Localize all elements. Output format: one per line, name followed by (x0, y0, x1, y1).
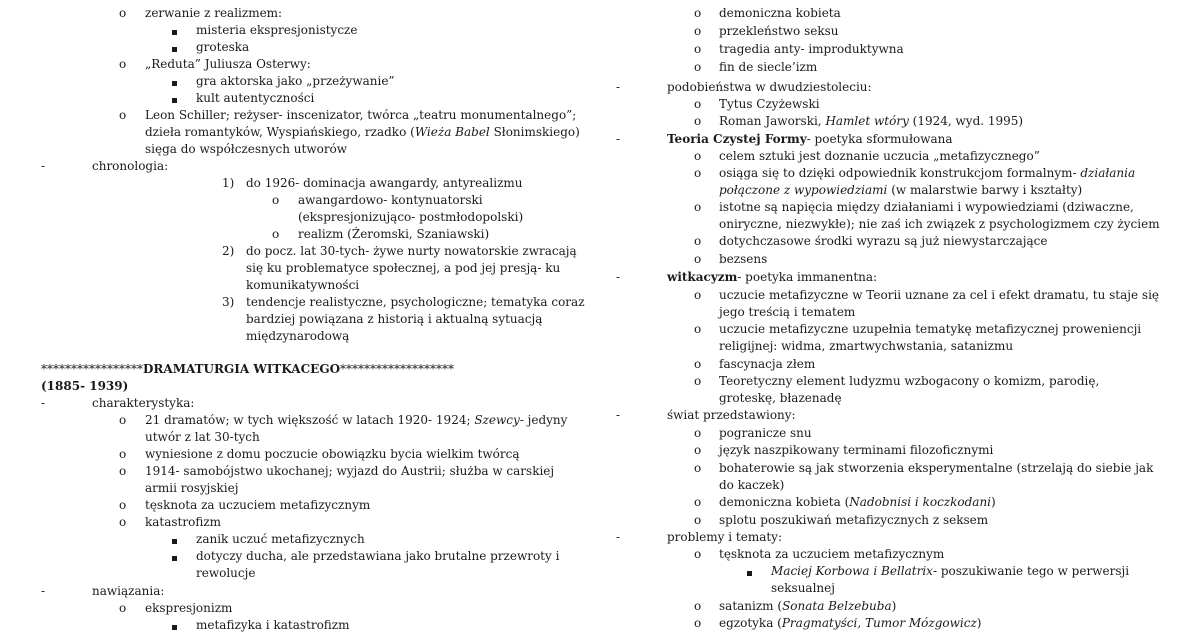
text-run: (1924, wyd. 1995) (908, 114, 1024, 128)
text-run: ) (991, 495, 996, 509)
square-bullet-icon (172, 40, 177, 57)
text-run: (w malarstwie barwy i kształty) (887, 183, 1083, 197)
text-run: Słonimskiego) (489, 125, 580, 139)
circle-bullet-icon: o (119, 515, 127, 529)
circle-bullet-icon: o (694, 426, 702, 440)
text-run: Roman Jaworski, (719, 114, 826, 128)
circle-bullet-icon: o (119, 447, 127, 461)
dash-bullet-icon: - (616, 80, 621, 94)
section-label: charakterystyka: (92, 396, 195, 410)
list-item: armii rosyjskiej (145, 481, 239, 495)
circle-bullet-icon: o (694, 374, 702, 388)
dash-bullet-icon: - (616, 132, 621, 146)
list-item: groteska (196, 40, 250, 54)
square-bullet-icon (747, 564, 752, 581)
heading-title: DRAMATURGIA WITKACEGO (143, 362, 341, 376)
right-column (600, 0, 1199, 640)
square-bullet-icon (172, 23, 177, 40)
list-item (719, 165, 1135, 182)
list-item (771, 563, 1129, 580)
text-run: osiąga się to dzięki odpowiednik konstrukcjom formalnym- (719, 166, 1081, 180)
circle-bullet-icon: o (694, 114, 702, 128)
list-item (145, 412, 567, 429)
dash-bullet-icon: - (616, 408, 621, 422)
list-item: się ku problematyce społecznej, a pod jej presją- ku (246, 261, 561, 275)
term-italic: połączone z wypowiedziami (719, 183, 888, 197)
list-number: 2) (222, 244, 235, 258)
section-heading (41, 361, 454, 378)
circle-bullet-icon: o (694, 60, 702, 74)
list-item: celem sztuki jest doznanie uczucia „metafizycznego” (719, 149, 1040, 163)
list-item: tragedia anty- improduktywna (719, 42, 904, 56)
heading-dates: (1885- 1939) (41, 379, 129, 393)
list-item: fin de siecle’izm (719, 60, 818, 74)
list-item: bohaterowie są jak stworzenia eksperymentalne (strzelają do siebie jak (719, 461, 1154, 475)
heading-stars: ******************* (340, 362, 455, 376)
list-item: bardziej powiązana z historią i aktualną sytuacją (246, 312, 543, 326)
list-item: realizm (Żeromski, Szaniawski) (298, 227, 490, 241)
list-item: fascynacja złem (719, 357, 816, 371)
list-item: misteria ekspresjonistycze (196, 23, 358, 37)
list-item: splotu poszukiwań metafizycznych z seksem (719, 513, 989, 527)
list-item: seksualnej (771, 581, 835, 595)
title-italic: Pragmatyści, Tumor Mózgowicz (781, 616, 977, 630)
list-item: utwór z lat 30-tych (145, 430, 260, 444)
list-item: „Reduta” Juliusza Osterwy: (145, 57, 311, 71)
list-item: istotne są napięcia między działaniami i wypowiedziami (dziwaczne, (719, 200, 1134, 214)
circle-bullet-icon: o (694, 513, 702, 527)
circle-bullet-icon: o (694, 461, 702, 475)
list-item: komunikatywności (246, 278, 360, 292)
list-item: tendencje realistyczne, psychologiczne; tematyka coraz (246, 295, 585, 309)
term-bold: Teoria Czystej Formy (667, 132, 807, 146)
circle-bullet-icon: o (119, 413, 127, 427)
text-run: 21 dramatów; w tych większość w latach 1920- 1924; (145, 413, 475, 427)
section-label: nawiązania: (92, 584, 165, 598)
list-item: pogranicze snu (719, 426, 812, 440)
list-item (145, 124, 580, 141)
circle-bullet-icon: o (694, 6, 702, 20)
list-item: rewolucje (196, 566, 256, 580)
list-item: sięga do współczesnych utworów (145, 142, 348, 156)
list-item: gra aktorska jako „przeżywanie” (196, 74, 395, 88)
section-label: świat przedstawiony: (667, 408, 796, 422)
text-run: ) (976, 616, 982, 630)
text-run: demoniczna kobieta ( (719, 495, 850, 509)
section-label: chronologia: (92, 159, 169, 173)
list-number: 3) (222, 295, 235, 309)
dash-bullet-icon: - (41, 159, 46, 173)
list-item: ekspresjonizm (145, 601, 233, 615)
list-item: uczucie metafizyczne uzupełnia tematykę metafizycznej proweniencji (719, 322, 1142, 336)
list-item: bezsens (719, 252, 768, 266)
square-bullet-icon (172, 91, 177, 108)
list-item: przekleństwo seksu (719, 24, 839, 38)
circle-bullet-icon: o (119, 464, 127, 478)
list-item (719, 598, 896, 615)
square-bullet-icon (172, 532, 177, 549)
circle-bullet-icon: o (119, 57, 127, 71)
circle-bullet-icon: o (694, 149, 702, 163)
circle-bullet-icon: o (694, 357, 702, 371)
circle-bullet-icon: o (694, 97, 702, 111)
list-item: zerwanie z realizmem: (145, 6, 283, 20)
list-item: religijnej: widma, zmartwychwstania, satanizmu (719, 339, 1014, 353)
circle-bullet-icon: o (272, 193, 280, 207)
circle-bullet-icon: o (694, 24, 702, 38)
dash-bullet-icon: - (41, 584, 46, 598)
list-item: Leon Schiller; reżyser- inscenizator, twórca „teatru monumentalnego”; (145, 108, 577, 122)
text-run: ) (891, 599, 897, 613)
list-item: język naszpikowany terminami filozoficznymi (719, 443, 994, 457)
section-label (667, 131, 953, 148)
circle-bullet-icon: o (694, 42, 702, 56)
list-item: Teoretyczny element ludyzmu wzbogacony o komizm, parodię, (719, 374, 1100, 388)
circle-bullet-icon: o (694, 234, 702, 248)
circle-bullet-icon: o (694, 495, 702, 509)
list-item (719, 494, 996, 511)
circle-bullet-icon: o (119, 6, 127, 20)
text-run: satanizm ( (719, 599, 783, 613)
section-label: podobieństwa w dwudziestoleciu: (667, 80, 872, 94)
list-item: groteskę, błazenadę (719, 391, 842, 405)
list-item: metafizyka i katastrofizm (196, 618, 350, 632)
circle-bullet-icon: o (694, 547, 702, 561)
title-italic: Maciej Korbowa i Bellatrix (771, 564, 933, 578)
section-label (667, 269, 877, 286)
list-item: Tytus Czyżewski (719, 97, 820, 111)
list-item: do 1926- dominacja awangardy, antyrealizmu (246, 176, 523, 190)
title-italic: Nadobnisi i koczkodani (849, 495, 992, 509)
list-item: demoniczna kobieta (719, 6, 841, 20)
circle-bullet-icon: o (694, 322, 702, 336)
circle-bullet-icon: o (694, 252, 702, 266)
text-run: - poetyka sformułowana (806, 132, 953, 146)
circle-bullet-icon: o (272, 227, 280, 241)
list-item: wyniesione z domu poczucie obowiązku bycia wielkim twórcą (145, 447, 520, 461)
heading-stars: ***************** (41, 362, 143, 376)
list-item: kult autentyczności (196, 91, 315, 105)
list-item: dotychczasowe środki wyrazu są już niewystarczające (719, 234, 1048, 248)
list-number: 1) (222, 176, 235, 190)
square-bullet-icon (172, 74, 177, 91)
circle-bullet-icon: o (119, 601, 127, 615)
list-item: (ekspresjonizująco- postmłodopolski) (298, 210, 524, 224)
text-run: - poszukiwanie tego w perwersji (932, 564, 1130, 578)
list-item: zanik uczuć metafizycznych (196, 532, 365, 546)
title-italic: Szewcy (474, 413, 520, 427)
circle-bullet-icon: o (119, 498, 127, 512)
circle-bullet-icon: o (694, 288, 702, 302)
list-item (719, 113, 1023, 130)
dash-bullet-icon: - (41, 396, 46, 410)
circle-bullet-icon: o (119, 108, 127, 122)
title-italic: Hamlet wtóry (825, 114, 909, 128)
list-item: uczucie metafizyczne w Teorii uznane za cel i efekt dramatu, tu staje się (719, 288, 1160, 302)
list-item: katastrofizm (145, 515, 222, 529)
dash-bullet-icon: - (616, 530, 621, 544)
list-item: jego treścią i tematem (719, 305, 856, 319)
list-item: do kaczek) (719, 478, 785, 492)
text-run: - jedyny (519, 413, 568, 427)
circle-bullet-icon: o (694, 599, 702, 613)
title-italic: Sonata Belzebuba (782, 599, 892, 613)
list-item (719, 182, 1082, 199)
section-label: problemy i tematy: (667, 530, 782, 544)
term-bold: witkacyzm (667, 270, 738, 284)
text-run: egzotyka ( (719, 616, 782, 630)
list-item: tęsknota za uczuciem metafizycznym (719, 547, 945, 561)
term-italic: działania (1080, 166, 1136, 180)
list-item: oniryczne, niezwykłe); nie zaś ich związek z psychologizmem czy życiem (719, 217, 1160, 231)
list-item: międzynarodową (246, 329, 350, 343)
text-run: dzieła romantyków, Wyspiańskiego, rzadko ( (145, 125, 415, 139)
dash-bullet-icon: - (616, 270, 621, 284)
list-item: tęsknota za uczuciem metafizycznym (145, 498, 371, 512)
title-italic: Wieża Babel (414, 125, 490, 139)
list-item: dotyczy ducha, ale przedstawiana jako brutalne przewroty i (196, 549, 560, 563)
square-bullet-icon (172, 618, 177, 635)
text-run: - poetyka immanentna: (737, 270, 878, 284)
square-bullet-icon (172, 549, 177, 566)
circle-bullet-icon: o (694, 443, 702, 457)
circle-bullet-icon: o (694, 200, 702, 214)
list-item: do pocz. lat 30-tych- żywe nurty nowatorskie zwracają (246, 244, 577, 258)
circle-bullet-icon: o (694, 166, 702, 180)
list-item (719, 615, 981, 632)
circle-bullet-icon: o (694, 616, 702, 630)
list-item: awangardowo- kontynuatorski (298, 193, 483, 207)
list-item: 1914- samobójstwo ukochanej; wyjazd do Austrii; służba w carskiej (145, 464, 555, 478)
